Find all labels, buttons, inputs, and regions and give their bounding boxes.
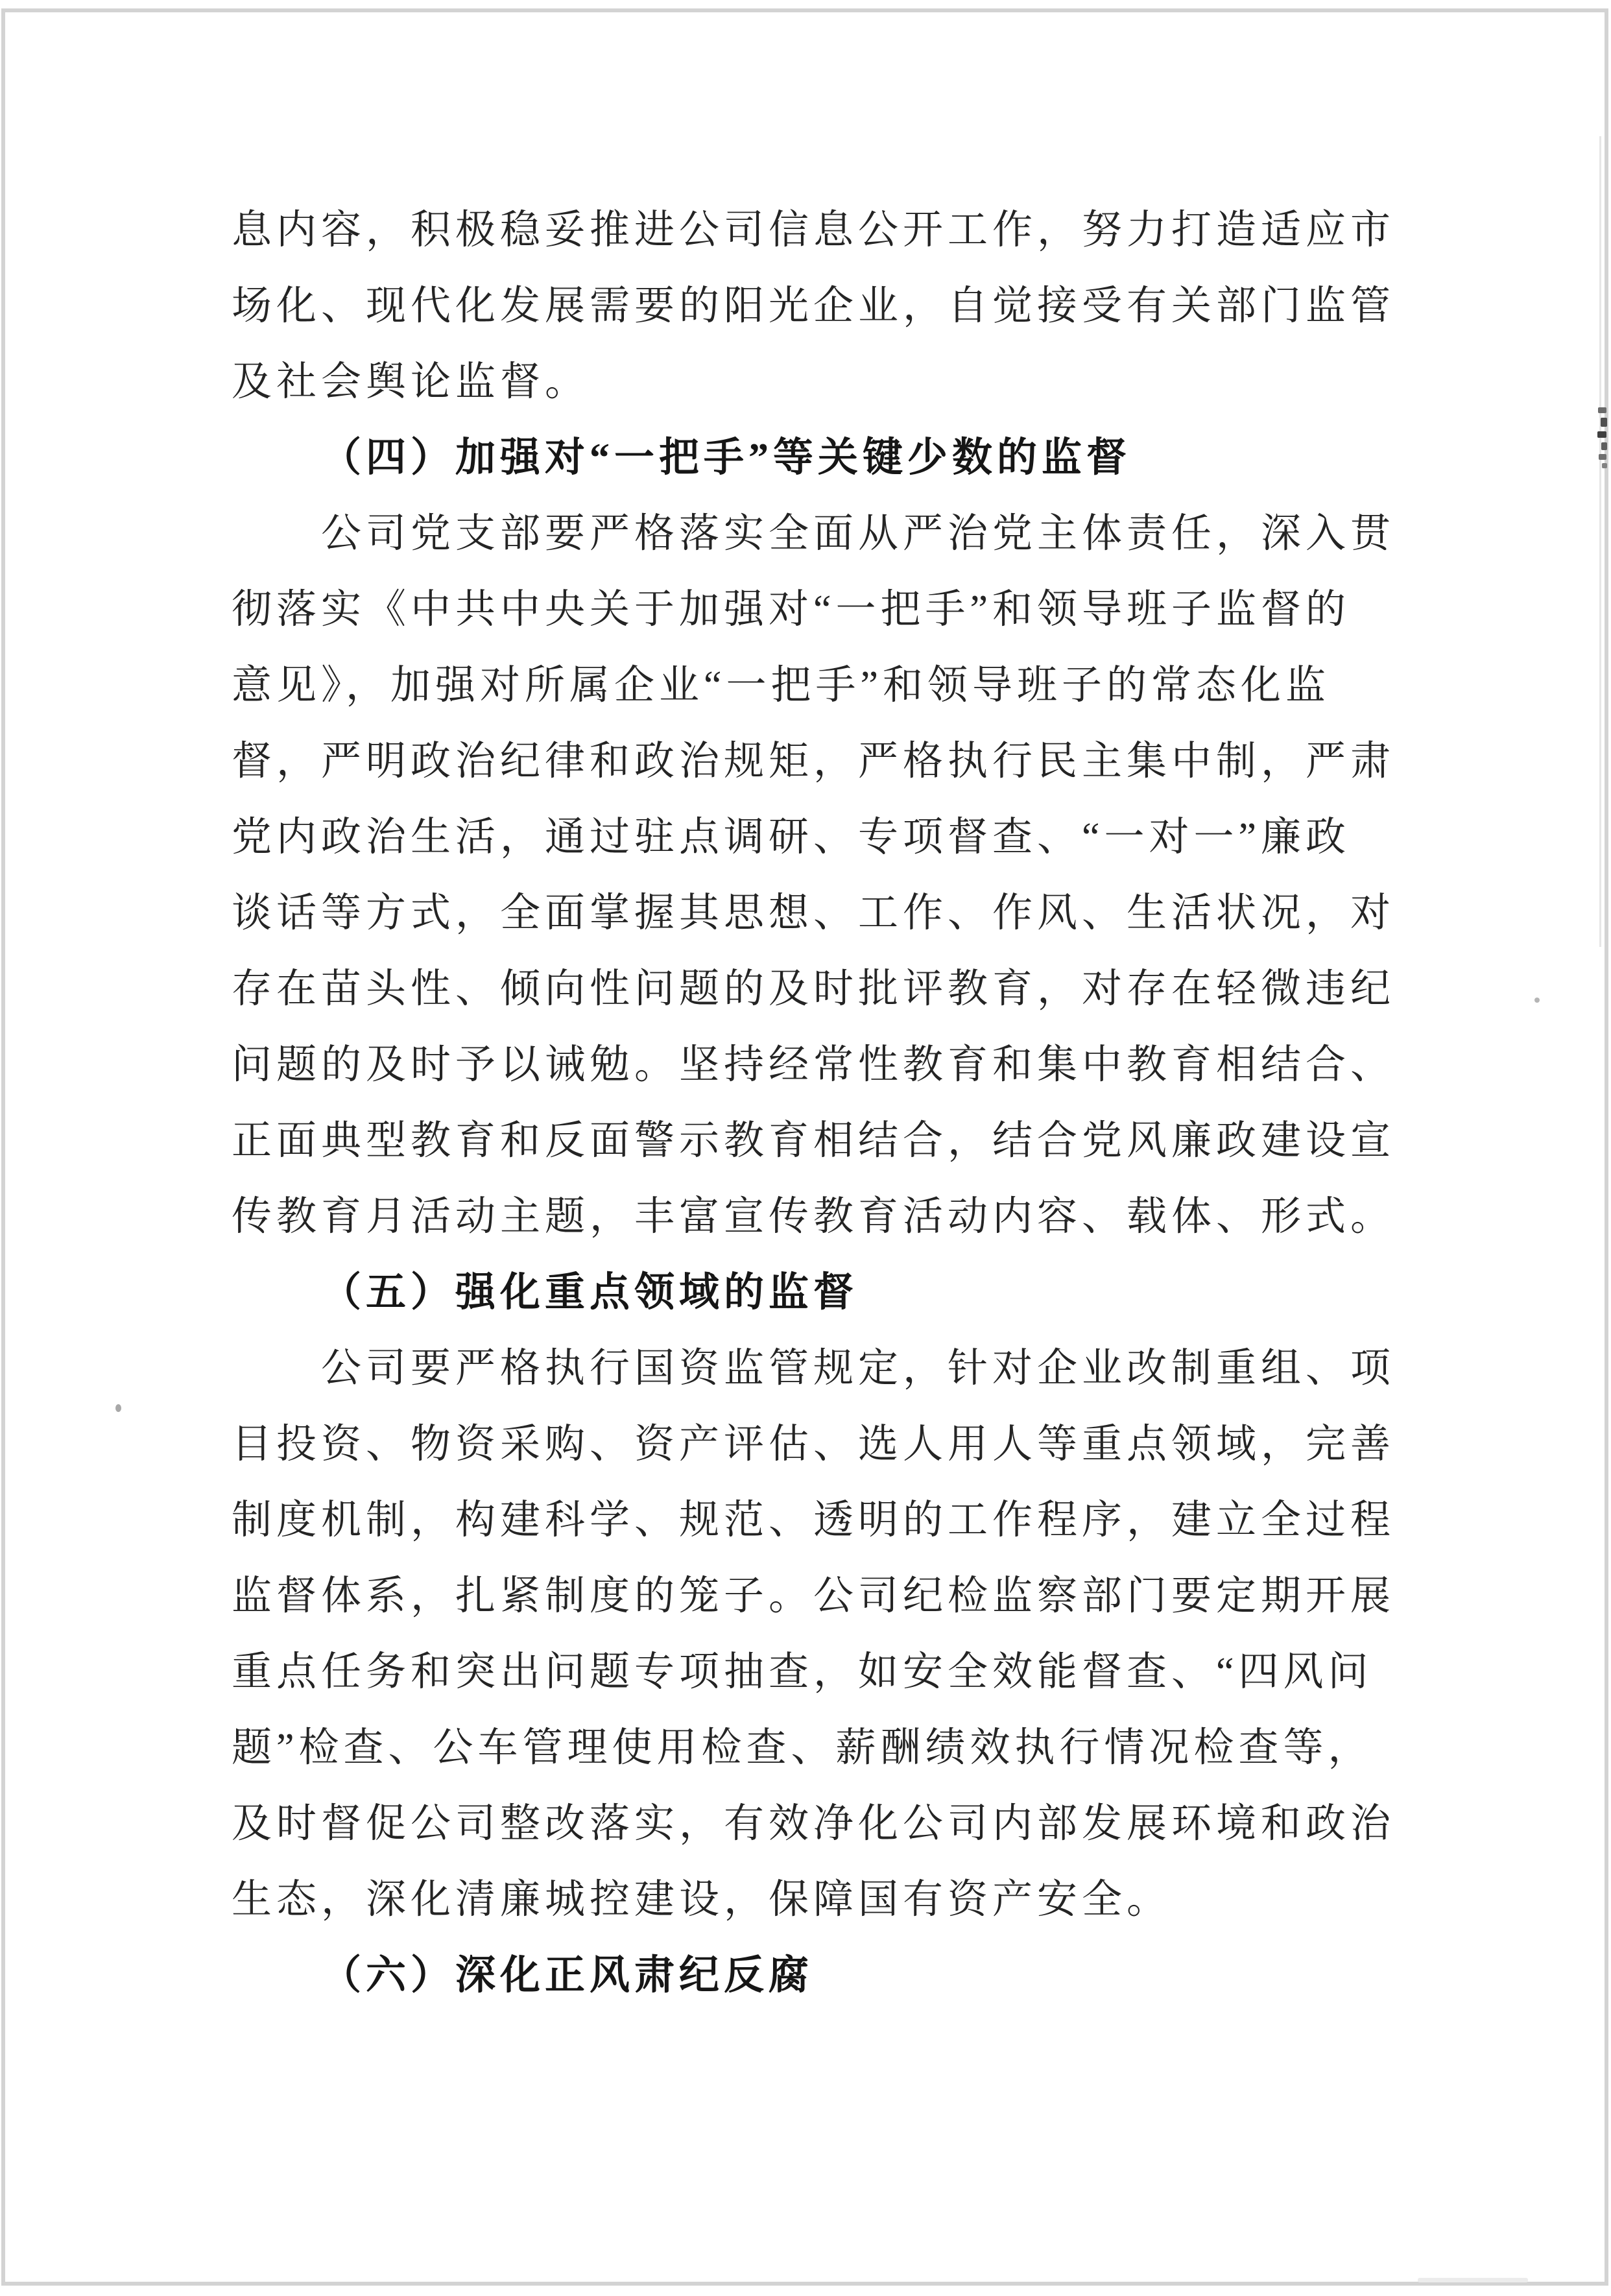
text-line: 问题的及时予以诫勉。坚持经常性教育和集中教育相结合、 [232,1043,1396,1087]
text-line: 督，严明政治纪律和政治规矩，严格执行民主集中制，严肃 [232,739,1396,783]
text-line: 目投资、物资采购、资产评估、选人用人等重点领域，完善 [232,1422,1396,1466]
scan-smudge-artifact [1418,2278,1528,2282]
scan-edge-artifact-line [1599,136,1601,947]
text-line: 场化、现代化发展需要的阳光企业，自觉接受有关部门监管 [232,284,1396,328]
text-line: 生态，深化清廉城控建设，保障国有资产安全。 [232,1878,1172,1922]
text-line: 重点任务和突出问题专项抽查，如安全效能督查、“四风问 [232,1650,1373,1694]
text-line: 存在苗头性、倾向性问题的及时批评教育，对存在轻微违纪 [232,967,1396,1011]
text-line: 制度机制，构建科学、规范、透明的工作程序，建立全过程 [232,1498,1396,1542]
text-line: 及社会舆论监督。 [232,360,590,404]
text-line: 彻落实《中共中央关于加强对“一把手”和领导班子监督的 [232,588,1351,632]
text-line: 意见》，加强对所属企业“一把手”和领导班子的常态化监 [232,664,1331,708]
text-line: 正面典型教育和反面警示教育相结合，结合党风廉政建设宣 [232,1119,1396,1163]
text-line: 及时督促公司整改落实，有效净化公司内部发展环境和政治 [232,1802,1396,1846]
scan-smudge-artifact [1601,418,1607,427]
text-line: 谈话等方式，全面掌握其思想、工作、作风、生活状况，对 [232,891,1396,935]
text-line: 监督体系，扎紧制度的笼子。公司纪检监察部门要定期开展 [232,1574,1396,1618]
text-line: 传教育月活动主题，丰富宣传教育活动内容、载体、形式。 [232,1195,1396,1239]
scan-smudge-artifact [1601,442,1607,450]
scan-smudge-artifact [1598,407,1606,413]
text-line: 题”检查、公车管理使用检查、薪酬绩效执行情况检查等， [232,1726,1373,1770]
text-line: 党内政治生活，通过驻点调研、专项督查、“一对一”廉政 [232,815,1351,859]
section-heading: （四）加强对“一把手”等关键少数的监督 [321,436,1132,480]
section-heading: （六）深化正风肃纪反腐 [321,1954,814,1998]
scan-smudge-artifact [1599,454,1606,460]
scan-smudge-artifact [1597,431,1606,438]
document-text [232,193,1402,2014]
scan-speck-artifact [115,1404,121,1412]
scan-smudge-artifact [1602,463,1607,468]
scan-speck-artifact [1534,998,1540,1003]
section-heading: （五）强化重点领域的监督 [321,1271,859,1315]
text-line: 公司要严格执行国资监管规定，针对企业改制重组、项 [321,1346,1396,1391]
text-line: 公司党支部要严格落实全面从严治党主体责任，深入贯 [321,512,1396,556]
text-line: 息内容，积极稳妥推进公司信息公开工作，努力打造适应市 [232,208,1396,252]
